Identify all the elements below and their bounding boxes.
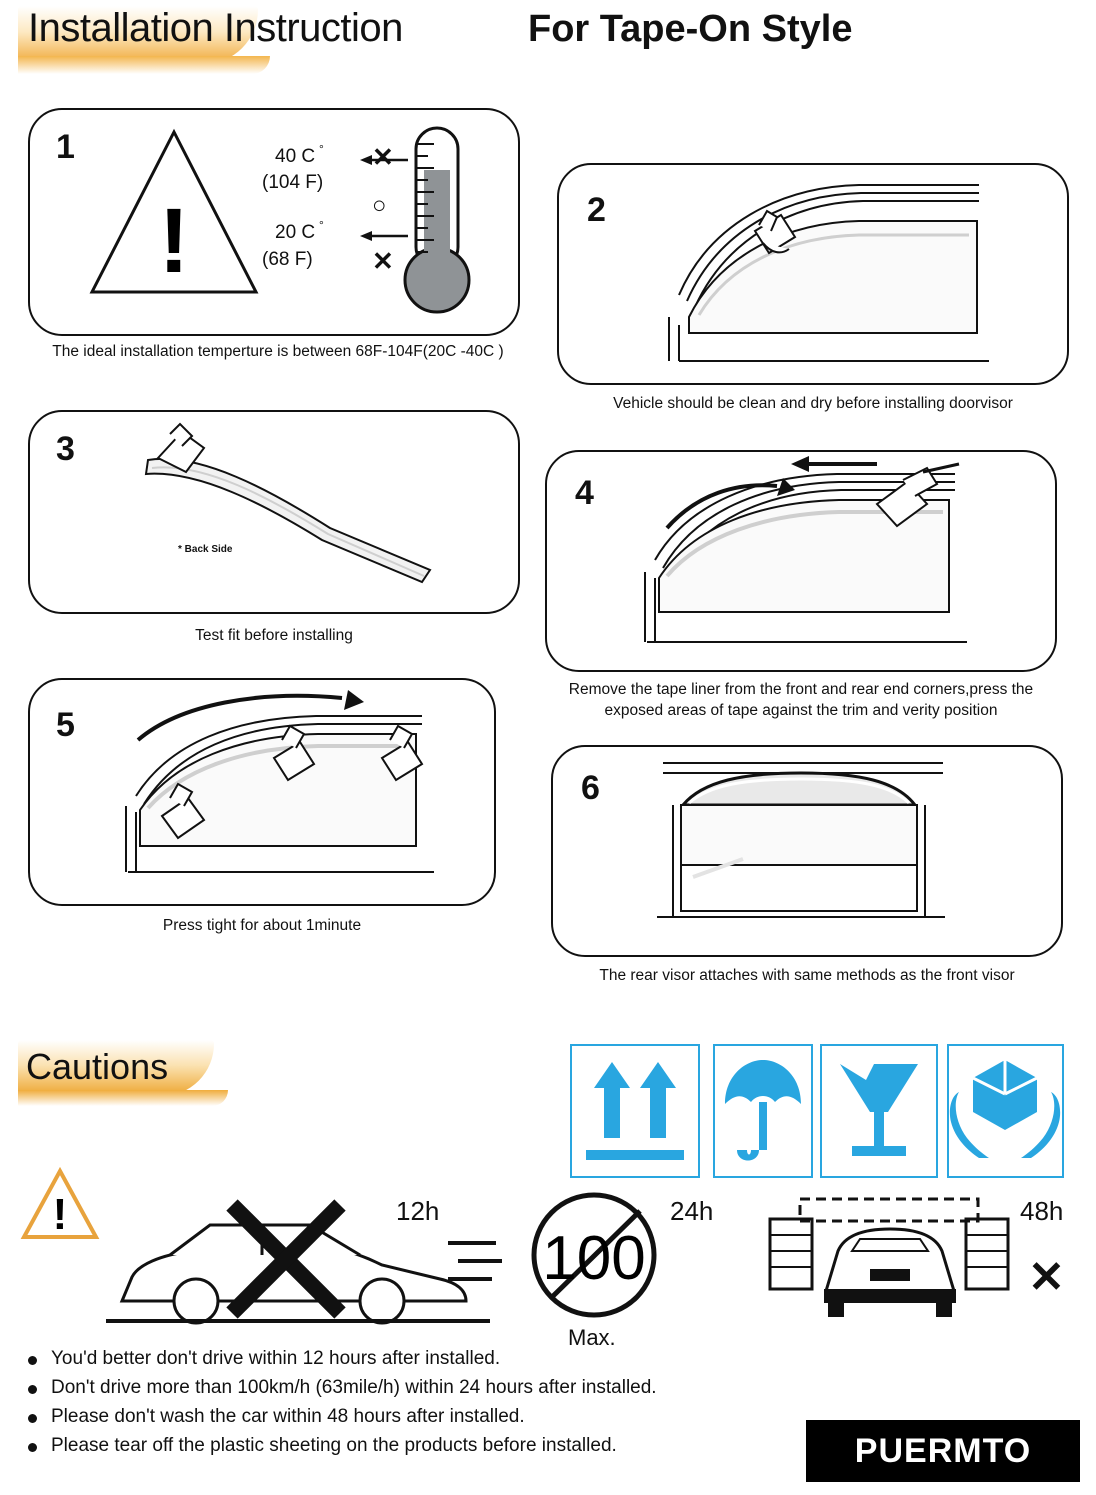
no-drive-12h-illustration <box>10 1155 530 1335</box>
list-item <box>18 1435 838 1457</box>
step-panel-2 <box>557 163 1069 385</box>
no-drive-hours-label: 12h <box>396 1196 440 1226</box>
temp-high-celsius: 40 C <box>275 146 316 167</box>
step-panel-6 <box>551 745 1063 957</box>
fragile-icon-box <box>820 1044 938 1178</box>
step-number-1: 1 <box>56 128 75 166</box>
list-item <box>18 1348 838 1370</box>
step-2-illustration <box>559 165 1067 383</box>
step-panel-5 <box>28 678 496 906</box>
fragile-glass-icon <box>822 1046 936 1176</box>
step-3-caption: Test fit before installing <box>195 627 353 644</box>
circle-mark-icon: ○ <box>372 192 387 219</box>
step-3-illustration <box>30 412 518 612</box>
step-6-caption: The rear visor attaches with same methods as the front visor <box>599 967 1015 984</box>
step-number-2: 2 <box>587 191 606 229</box>
list-item <box>18 1406 838 1428</box>
this-way-up-icon <box>572 1046 698 1176</box>
step-panel-3 <box>28 410 520 614</box>
list-item <box>18 1377 838 1399</box>
step-4-caption: Remove the tape liner from the front and rear end corners,press the exposed areas of tape against the trim and verity position <box>568 681 1034 719</box>
step-number-4: 4 <box>575 474 594 512</box>
step-panel-4 <box>545 450 1057 672</box>
step-6-illustration <box>553 747 1061 955</box>
svg-text:!: ! <box>158 190 190 292</box>
step-1-illustration <box>30 110 518 334</box>
step-number-6: 6 <box>581 769 600 807</box>
bullet-text: Please tear off the plastic sheeting on the products before installed. <box>51 1435 617 1456</box>
no-wash-cross-icon: ✕ <box>1028 1253 1065 1302</box>
page-title-primary: Installation Instruction <box>28 6 403 50</box>
back-side-label: * Back Side <box>178 544 233 555</box>
cautions-title: Cautions <box>26 1046 169 1087</box>
bullet-text: You'd better don't drive within 12 hours after installed. <box>51 1348 501 1369</box>
keep-dry-icon-box <box>713 1044 813 1178</box>
bullet-dot-icon <box>28 1443 37 1452</box>
temp-high-fahrenheit: (104 F) <box>262 172 324 193</box>
handle-with-care-icon <box>949 1046 1062 1176</box>
degree-symbol-high: ° <box>319 142 324 156</box>
step-number-5: 5 <box>56 706 75 744</box>
bullet-dot-icon <box>28 1385 37 1394</box>
bullet-text: Please don't wash the car within 48 hours after installed. <box>51 1406 525 1427</box>
brand-logo: PUERMTO <box>806 1420 1080 1482</box>
step-4-illustration <box>547 452 1055 670</box>
step-5-caption: Press tight for about 1minute <box>162 917 362 934</box>
x-mark-top-icon: ✕ <box>372 142 394 172</box>
handle-with-care-icon-box <box>947 1044 1064 1178</box>
step-number-3: 3 <box>56 430 75 468</box>
bullet-dot-icon <box>28 1414 37 1423</box>
step-1-caption: The ideal installation temperture is between 68F-104F(20C -40C ) <box>52 343 504 360</box>
svg-text:!: ! <box>52 1190 68 1239</box>
step-5-illustration <box>30 680 494 904</box>
svg-text:100: 100 <box>542 1224 646 1293</box>
header <box>0 0 1096 80</box>
step-2-caption: Vehicle should be clean and dry before installing doorvisor <box>613 395 1013 412</box>
bullet-text: Don't drive more than 100km/h (63mile/h) within 24 hours after installed. <box>51 1377 657 1398</box>
bullet-dot-icon <box>28 1356 37 1365</box>
temp-low-celsius: 20 C <box>275 222 316 243</box>
step-panel-1 <box>28 108 520 336</box>
cautions-bullet-list <box>18 1348 838 1464</box>
no-wash-hours-label: 48h <box>1020 1196 1064 1226</box>
speed-limit-illustration <box>516 1185 686 1325</box>
temp-low-fahrenheit: (68 F) <box>262 249 313 270</box>
this-way-up-icon-box <box>570 1044 700 1178</box>
degree-symbol-low: ° <box>319 218 324 232</box>
page-title-secondary: For Tape-On Style <box>528 8 853 50</box>
speed-hours-label: 24h <box>670 1196 714 1226</box>
x-mark-bottom-icon: ✕ <box>372 246 394 276</box>
no-wash-illustration <box>752 1185 1032 1325</box>
keep-dry-umbrella-icon <box>715 1046 811 1176</box>
speed-limit-max-label: Max. <box>568 1325 616 1350</box>
